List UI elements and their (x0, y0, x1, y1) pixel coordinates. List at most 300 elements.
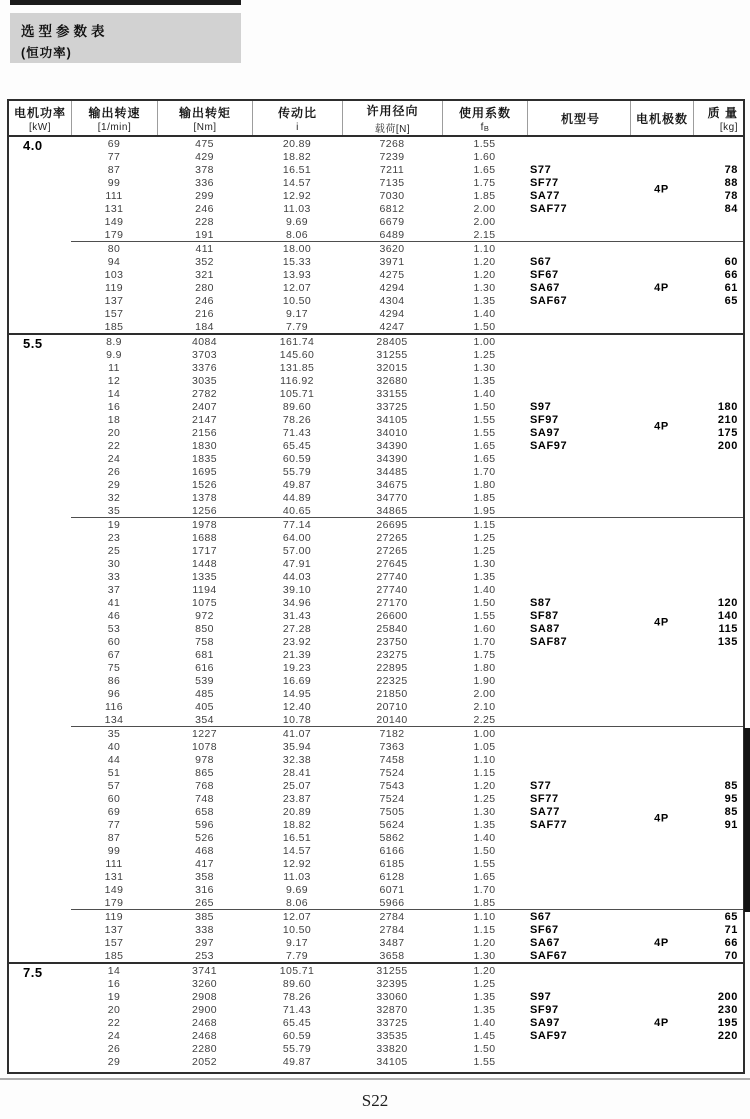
ratio-cell: 105.71 (279, 387, 315, 400)
ratio-cell: 21.39 (282, 648, 312, 661)
table-row (9, 857, 743, 870)
fb-cell: 1.25 (473, 348, 496, 361)
ratio-cell: 16.51 (282, 831, 312, 844)
load-cell: 31255 (376, 348, 408, 361)
ratio-cell: 44.03 (282, 570, 312, 583)
table-row (9, 596, 743, 609)
fb-cell: 1.75 (473, 648, 496, 661)
poles-cell: 4P (654, 183, 669, 195)
mass-cell: 66 (724, 268, 738, 281)
load-cell: 6166 (379, 844, 405, 857)
torque-cell: 978 (195, 753, 214, 766)
page-number: S22 (361, 1091, 389, 1110)
load-cell: 7543 (379, 779, 405, 792)
load-cell: 27265 (376, 531, 408, 544)
fb-cell: 1.65 (473, 163, 496, 176)
speed-cell: 179 (104, 896, 124, 909)
speed-cell: 16 (107, 977, 121, 990)
fb-cell: 2.00 (473, 215, 496, 228)
model-cell: SA77 (530, 189, 560, 202)
table-row (9, 294, 743, 307)
ratio-cell: 12.07 (282, 910, 312, 923)
load-cell: 7458 (379, 753, 405, 766)
mass-cell: 91 (724, 818, 738, 831)
torque-cell: 358 (195, 870, 214, 883)
mass-cell: 220 (717, 1029, 738, 1042)
column-label: 电机功率 (13, 105, 66, 120)
ratio-cell: 116.92 (280, 374, 314, 387)
fb-cell: 2.00 (473, 202, 496, 215)
table-row (9, 452, 743, 465)
table-row (9, 1042, 743, 1055)
table-row (9, 400, 743, 413)
torque-cell: 2052 (192, 1055, 217, 1068)
ratio-cell: 71.43 (282, 1003, 312, 1016)
speed-cell: 137 (104, 923, 124, 936)
model-cell: SA97 (530, 426, 560, 439)
poles-cell: 4P (654, 281, 669, 294)
fb-cell: 1.20 (473, 268, 496, 281)
load-cell: 23275 (376, 648, 408, 661)
load-cell: 34010 (376, 426, 408, 439)
table-row (9, 727, 743, 740)
torque-cell: 1978 (192, 518, 217, 531)
torque-cell: 246 (195, 202, 214, 215)
load-cell: 4294 (379, 281, 405, 294)
ratio-cell: 35.94 (282, 740, 312, 753)
torque-cell: 1688 (192, 531, 217, 544)
fb-cell: 1.10 (473, 753, 496, 766)
fb-cell: 1.50 (473, 596, 496, 609)
model-cell: SF67 (530, 923, 559, 936)
torque-cell: 297 (195, 936, 214, 949)
torque-cell: 3741 (192, 964, 217, 977)
load-cell: 27645 (376, 557, 408, 570)
table-row (9, 307, 743, 320)
load-cell: 6489 (379, 228, 405, 241)
table-row (9, 268, 743, 281)
ratio-cell: 16.69 (282, 674, 312, 687)
torque-cell: 1526 (192, 478, 217, 491)
torque-cell: 616 (195, 661, 214, 674)
load-cell: 6071 (379, 883, 405, 896)
ratio-cell: 15.33 (282, 255, 312, 268)
fb-cell: 1.10 (473, 910, 496, 923)
table-row (9, 844, 743, 857)
ratio-cell: 9.17 (285, 936, 309, 949)
torque-cell: 280 (195, 281, 214, 294)
fb-cell: 1.35 (473, 374, 496, 387)
ratio-cell: 18.00 (282, 242, 312, 255)
speed-cell: 149 (104, 883, 124, 896)
speed-cell: 185 (104, 949, 124, 962)
poles-cell: 4P (654, 420, 669, 432)
load-cell: 33725 (376, 400, 408, 413)
speed-cell: 116 (105, 700, 123, 713)
column-unit: [Nm] (193, 121, 217, 133)
speed-cell: 51 (107, 766, 121, 779)
speed-cell: 40 (107, 740, 121, 753)
torque-cell: 191 (195, 228, 214, 241)
table-row (9, 504, 743, 517)
table-row (9, 361, 743, 374)
fb-cell: 1.30 (473, 361, 496, 374)
table-row (9, 387, 743, 400)
table-row (9, 570, 743, 583)
fb-cell: 1.40 (473, 387, 496, 400)
load-cell: 34865 (376, 504, 408, 517)
load-cell: 32870 (376, 1003, 408, 1016)
model-cell: S77 (530, 163, 552, 176)
load-cell: 5966 (379, 896, 405, 909)
speed-cell: 33 (107, 570, 121, 583)
ratio-cell: 10.78 (282, 713, 312, 726)
speed-cell: 75 (107, 661, 121, 674)
ratio-cell: 7.79 (285, 949, 309, 962)
speed-cell: 94 (107, 255, 121, 268)
mass-cell: 120 (717, 596, 738, 609)
ratio-cell: 9.17 (285, 307, 309, 320)
torque-cell: 338 (195, 923, 214, 936)
torque-cell: 2468 (192, 1029, 217, 1042)
ratio-cell: 9.69 (285, 883, 309, 896)
torque-cell: 1830 (192, 439, 217, 452)
column-header-poles (630, 101, 693, 135)
mass-cell: 115 (718, 622, 738, 635)
ratio-cell: 89.60 (282, 977, 312, 990)
ratio-cell: 10.50 (282, 923, 312, 936)
fb-cell: 1.20 (473, 936, 496, 949)
speed-cell: 157 (104, 936, 124, 949)
column-label: 电机极数 (635, 111, 688, 126)
table-header-row (9, 101, 743, 137)
speed-cell: 11 (108, 361, 120, 374)
model-cell: S97 (530, 400, 552, 413)
ratio-cell: 145.60 (279, 348, 315, 361)
torque-cell: 1378 (192, 491, 217, 504)
speed-cell: 19 (107, 518, 121, 531)
table-row (9, 635, 743, 648)
mass-cell: 71 (724, 923, 738, 936)
fb-cell: 1.25 (473, 792, 496, 805)
load-cell: 3620 (379, 242, 405, 255)
poles-cell: 4P (654, 812, 669, 824)
speed-cell: 53 (107, 622, 121, 635)
load-cell: 27740 (376, 583, 408, 596)
speed-cell: 35 (107, 504, 121, 517)
column-unit: [kg] (719, 121, 738, 133)
speed-cell: 119 (105, 281, 123, 294)
torque-cell: 758 (195, 635, 214, 648)
scan-edge-artifact (744, 728, 750, 912)
table-row (9, 439, 743, 452)
ratio-cell: 14.57 (282, 176, 312, 189)
speed-cell: 60 (107, 635, 121, 648)
mass-cell: 85 (724, 805, 738, 818)
column-header-torque (157, 101, 252, 135)
ratio-cell: 20.89 (282, 805, 312, 818)
torque-cell: 1078 (192, 740, 217, 753)
table-row (9, 949, 743, 962)
motor-power-label: 7.5 (23, 965, 43, 980)
load-cell: 23750 (376, 635, 408, 648)
ratio-cell: 44.89 (282, 491, 312, 504)
ratio-cell: 12.92 (282, 857, 312, 870)
ratio-cell: 55.79 (282, 1042, 312, 1055)
speed-cell: 25 (107, 544, 121, 557)
load-cell: 6812 (379, 202, 405, 215)
fb-cell: 1.50 (473, 400, 496, 413)
torque-cell: 184 (195, 320, 214, 333)
torque-cell: 972 (195, 609, 214, 622)
torque-cell: 3703 (192, 348, 217, 361)
speed-cell: 119 (105, 910, 123, 923)
table-row (9, 531, 743, 544)
torque-cell: 385 (195, 910, 214, 923)
fb-cell: 1.10 (473, 242, 496, 255)
speed-cell: 41 (107, 596, 121, 609)
speed-cell: 185 (104, 320, 124, 333)
power-group-5.5 (9, 333, 743, 962)
mass-cell: 85 (724, 779, 738, 792)
fb-cell: 1.65 (473, 439, 496, 452)
fb-cell: 1.00 (473, 335, 496, 348)
speed-cell: 20 (107, 1003, 121, 1016)
torque-cell: 352 (195, 255, 214, 268)
mass-cell: 95 (724, 792, 738, 805)
speed-cell: 77 (107, 150, 121, 163)
load-cell: 7363 (379, 740, 405, 753)
table-row (9, 753, 743, 766)
fb-cell: 1.40 (473, 307, 496, 320)
load-cell: 20140 (376, 713, 408, 726)
mass-cell: 230 (717, 1003, 738, 1016)
load-cell: 33060 (376, 990, 408, 1003)
speed-cell: 103 (104, 268, 124, 281)
torque-cell: 485 (195, 687, 214, 700)
torque-cell: 417 (195, 857, 214, 870)
model-cell: SF67 (530, 268, 559, 281)
ratio-cell: 25.07 (282, 779, 312, 792)
fb-cell: 1.90 (473, 674, 496, 687)
torque-cell: 2900 (192, 1003, 217, 1016)
poles-cell: 4P (654, 1016, 669, 1029)
mass-cell: 200 (717, 990, 738, 1003)
model-cell: SA67 (530, 281, 560, 294)
speed-cell: 179 (104, 228, 124, 241)
mass-cell: 66 (724, 936, 738, 949)
ratio-cell: 77.14 (282, 518, 312, 531)
ratio-cell: 28.41 (282, 766, 312, 779)
load-cell: 2784 (379, 923, 405, 936)
table-row (9, 255, 743, 268)
torque-cell: 3035 (192, 374, 217, 387)
table-row (9, 1016, 743, 1029)
speed-cell: 99 (107, 844, 121, 857)
mass-cell: 140 (717, 609, 738, 622)
speed-cell: 14 (107, 964, 121, 977)
table-row (9, 176, 743, 195)
load-cell: 4247 (379, 320, 405, 333)
ratio-cell: 13.93 (282, 268, 312, 281)
column-unit: i (296, 121, 299, 133)
torque-cell: 2468 (192, 1016, 217, 1029)
load-cell: 31255 (376, 964, 408, 977)
table-row (9, 609, 743, 628)
load-cell: 5862 (379, 831, 405, 844)
ratio-cell: 105.71 (279, 964, 315, 977)
table-row (9, 544, 743, 557)
load-cell: 33155 (376, 387, 408, 400)
speed-cell: 46 (107, 609, 121, 622)
ratio-cell: 11.03 (283, 202, 311, 215)
load-cell: 34390 (376, 452, 408, 465)
power-group-4.0 (9, 137, 743, 333)
model-cell: SAF67 (530, 294, 568, 307)
column-unit: 载荷[N] (374, 123, 411, 135)
ratio-cell: 23.92 (282, 635, 312, 648)
table-body (9, 137, 743, 1068)
load-cell: 27265 (376, 544, 408, 557)
load-cell: 2784 (379, 910, 405, 923)
fb-cell: 1.15 (473, 518, 496, 531)
ratio-cell: 20.89 (282, 137, 312, 150)
ratio-cell: 65.45 (282, 439, 312, 452)
table-row (9, 163, 743, 176)
table-row (9, 335, 743, 348)
fb-cell: 1.85 (473, 491, 496, 504)
load-cell: 21850 (376, 687, 408, 700)
load-cell: 34675 (376, 478, 408, 491)
fb-cell: 1.30 (473, 557, 496, 570)
fb-cell: 1.40 (473, 1016, 496, 1029)
ratio-cell: 16.51 (282, 163, 312, 176)
fb-cell: 1.55 (473, 1055, 496, 1068)
load-cell: 26600 (376, 609, 408, 622)
motor-power-label: 4.0 (23, 138, 43, 153)
ratio-cell: 9.69 (285, 215, 309, 228)
column-label: 使用系数 (458, 105, 511, 120)
model-cell: SAF77 (530, 202, 568, 215)
column-label: 输出转矩 (178, 105, 231, 120)
torque-cell: 253 (195, 949, 214, 962)
table-row (9, 557, 743, 570)
table-row (9, 228, 743, 241)
model-cell: SAF67 (530, 949, 568, 962)
mass-cell: 88 (724, 176, 738, 189)
torque-cell: 336 (195, 176, 214, 189)
torque-cell: 411 (195, 242, 214, 255)
load-cell: 3971 (379, 255, 405, 268)
ratio-cell: 14.95 (282, 687, 312, 700)
model-cell: SF87 (530, 609, 559, 622)
model-cell: SAF97 (530, 439, 568, 452)
mass-cell: 180 (717, 400, 738, 413)
fb-cell: 1.80 (473, 661, 496, 674)
page-title: 选型参数表 (21, 24, 109, 39)
torque-cell: 596 (195, 818, 214, 831)
torque-cell: 2782 (192, 387, 217, 400)
torque-cell: 299 (195, 189, 214, 202)
load-cell: 6128 (379, 870, 405, 883)
ratio-cell: 65.45 (282, 1016, 312, 1029)
speed-cell: 26 (107, 465, 121, 478)
ratio-cell: 49.87 (282, 1055, 312, 1068)
torque-cell: 265 (195, 896, 214, 909)
fb-cell: 1.85 (473, 896, 496, 909)
ratio-cell: 31.43 (282, 609, 312, 622)
column-header-model (527, 101, 630, 135)
column-unit: [1/min] (97, 121, 132, 133)
torque-cell: 354 (195, 713, 214, 726)
ratio-cell: 11.03 (283, 870, 311, 883)
torque-cell: 2156 (192, 426, 217, 439)
ratio-cell: 23.87 (282, 792, 312, 805)
load-cell: 34390 (376, 439, 408, 452)
title-box (10, 13, 241, 63)
speed-cell: 44 (107, 753, 121, 766)
top-black-bar (10, 0, 241, 5)
torque-cell: 526 (195, 831, 214, 844)
fb-cell: 1.70 (473, 465, 496, 478)
torque-cell: 468 (195, 844, 214, 857)
load-cell: 33535 (376, 1029, 408, 1042)
ratio-cell: 39.10 (282, 583, 312, 596)
fb-cell: 1.40 (473, 583, 496, 596)
speed-cell: 23 (107, 531, 121, 544)
speed-cell: 111 (105, 857, 123, 870)
ratio-cell: 57.00 (282, 544, 312, 557)
table-row (9, 713, 743, 726)
fb-cell: 1.65 (473, 452, 496, 465)
load-cell: 22325 (376, 674, 408, 687)
column-label: 传动比 (277, 105, 317, 120)
fb-cell: 2.10 (473, 700, 496, 713)
speed-cell: 9.9 (106, 348, 122, 361)
fb-cell: 1.35 (473, 990, 496, 1003)
speed-cell: 99 (107, 176, 121, 189)
ratio-cell: 41.07 (282, 727, 312, 740)
fb-cell: 2.15 (473, 228, 496, 241)
motor-power-label: 5.5 (23, 336, 43, 351)
speed-cell: 29 (107, 1055, 121, 1068)
fb-cell: 1.55 (473, 857, 496, 870)
table-row (9, 518, 743, 531)
fb-cell: 1.30 (473, 281, 496, 294)
model-cell: SAF77 (530, 818, 568, 831)
selection-parameter-table (7, 99, 745, 1074)
ratio-cell: 131.85 (279, 361, 315, 374)
table-row (9, 870, 743, 883)
table-row (9, 766, 743, 779)
model-cell: S97 (530, 990, 552, 1003)
ratio-cell: 12.92 (282, 189, 312, 202)
ratio-cell: 18.82 (282, 150, 312, 163)
column-header-mass (693, 101, 742, 135)
fb-cell: 1.85 (473, 189, 496, 202)
speed-cell: 111 (105, 189, 123, 202)
table-row (9, 1055, 743, 1068)
load-cell: 33725 (376, 1016, 408, 1029)
speed-cell: 67 (107, 648, 121, 661)
ratio-cell: 14.57 (282, 844, 312, 857)
speed-cell: 35 (107, 727, 121, 740)
torque-cell: 246 (195, 294, 214, 307)
table-row (9, 977, 743, 990)
torque-cell: 316 (195, 883, 214, 896)
fb-cell: 1.25 (473, 531, 496, 544)
load-cell: 33820 (376, 1042, 408, 1055)
